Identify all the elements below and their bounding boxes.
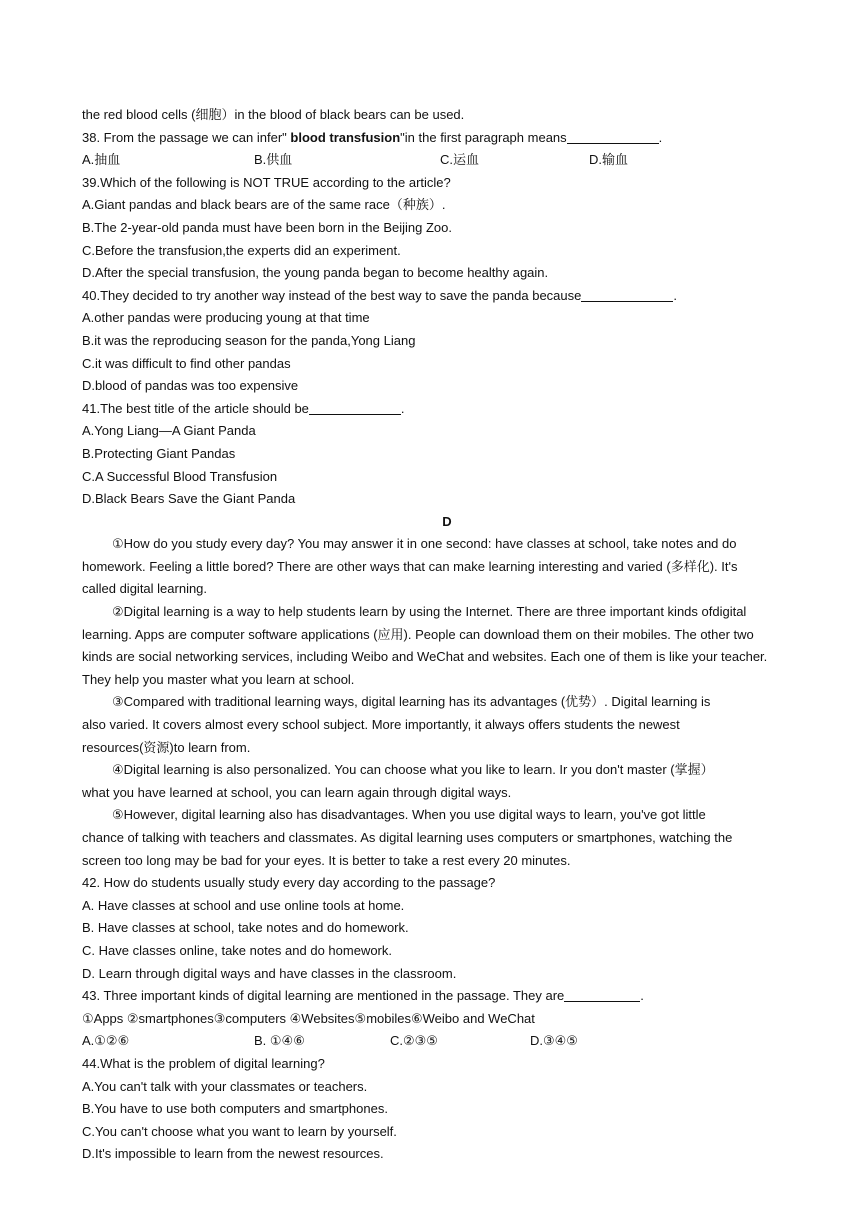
paragraph-5 xyxy=(82,804,812,872)
question-42-stem: 42. How do students usually study every day according to the passage? xyxy=(82,875,496,891)
q41-stem-text: 41.The best title of the article should be xyxy=(82,400,309,416)
question-43-stem xyxy=(82,985,812,1008)
paragraph-line: ②Digital learning is a way to help students learn by using the Internet. There are three important kinds ofdigital xyxy=(112,604,747,620)
q41-option-d: D.Black Bears Save the Giant Panda xyxy=(82,491,296,507)
q39-option-d: D.After the special transfusion, the young panda began to become healthy again. xyxy=(82,265,549,281)
question-43-options xyxy=(82,1030,812,1053)
q43-items: ①Apps ②smartphones③computers ④Websites⑤mobiles⑥Weibo and WeChat xyxy=(82,1010,535,1026)
paragraph-3 xyxy=(82,691,812,759)
q43-stem-end: . xyxy=(640,988,644,1004)
paragraph-2 xyxy=(82,601,812,691)
paragraph-line: resources(资源)to learn from. xyxy=(82,739,251,755)
q41-stem-end: . xyxy=(400,400,405,416)
paragraph-4 xyxy=(82,759,812,804)
paragraph-line: also varied. It covers almost every school subject. More importantly, it always offers students the newest xyxy=(82,717,680,733)
q43-option-b: B. ①④⑥ xyxy=(254,1033,305,1049)
paragraph-line: ④Digital learning is also personalized. You can choose what you like to learn. Ir you don't master (掌握） xyxy=(112,762,714,778)
paragraph-line: homework. Feeling a little bored? There are other ways that can make learning interesting and varied (多样化). It's xyxy=(82,558,738,574)
paragraph-line: ⑤However, digital learning also has disadvantages. When you use digital ways to learn, you've got little xyxy=(112,807,706,823)
paragraph-line: learning. Apps are computer software applications (应用). People can download them on their mobiles. The other two xyxy=(82,626,754,642)
question-44-stem: 44.What is the problem of digital learning? xyxy=(82,1055,325,1071)
question-40-stem xyxy=(82,285,812,308)
q41-option-b: B.Protecting Giant Pandas xyxy=(82,445,236,461)
q40-option-c: C.it was difficult to find other pandas xyxy=(82,355,291,371)
q42-option-d: D. Learn through digital ways and have classes in the classroom. xyxy=(82,965,457,981)
q43-stem-text: 43. Three important kinds of digital learning are mentioned in the passage. They are xyxy=(82,988,565,1004)
q38-stem-end: . xyxy=(658,129,663,145)
answer-blank xyxy=(564,987,640,1002)
q40-option-b: B.it was the reproducing season for the panda,Yong Liang xyxy=(82,332,416,348)
answer-blank xyxy=(309,400,401,415)
q43-option-a: A.①②⑥ xyxy=(82,1033,130,1049)
question-39-stem: 39.Which of the following is NOT TRUE according to the article? xyxy=(82,174,451,190)
paragraph-line: what you have learned at school, you can learn again through digital ways. xyxy=(82,784,512,800)
q43-option-c: C.②③⑤ xyxy=(390,1033,438,1049)
question-38-stem xyxy=(82,127,812,150)
q39-option-b: B.The 2-year-old panda must have been born in the Beijing Zoo. xyxy=(82,219,453,235)
question-38-options xyxy=(82,149,812,172)
section-title: D xyxy=(442,513,452,529)
paragraph-line: ③Compared with traditional learning ways, digital learning has its advantages (优势）. Digital learning is xyxy=(112,694,711,710)
paragraph-line: screen too long may be bad for your eyes. It is better to take a rest every 20 minutes. xyxy=(82,852,571,868)
paragraph-line: ①How do you study every day? You may answer it in one second: have classes at school, take notes and do xyxy=(112,536,737,552)
q38-stem-pre: 38. From the passage we can infer" xyxy=(82,129,291,145)
answer-blank xyxy=(581,287,673,302)
q39-option-a: A.Giant pandas and black bears are of the same race（种族）. xyxy=(82,197,446,213)
q38-option-b: B.供血 xyxy=(254,152,293,168)
q42-option-c: C. Have classes online, take notes and do homework. xyxy=(82,942,393,958)
q44-option-d: D.It's impossible to learn from the newest resources. xyxy=(82,1146,384,1162)
q38-stem-bold: blood transfusion xyxy=(290,129,401,145)
q44-option-c: C.You can't choose what you want to learn by yourself. xyxy=(82,1123,397,1139)
q38-option-c: C.运血 xyxy=(440,152,480,168)
q44-option-b: B.You have to use both computers and smartphones. xyxy=(82,1101,388,1117)
intro-line: the red blood cells (细胞）in the blood of black bears can be used. xyxy=(82,107,465,122)
q40-option-d: D.blood of pandas was too expensive xyxy=(82,378,299,394)
paragraph-line: chance of talking with teachers and classmates. As digital learning uses computers or smartphones, watching the xyxy=(82,830,733,845)
q41-option-c: C.A Successful Blood Transfusion xyxy=(82,468,278,484)
q43-option-d: D.③④⑤ xyxy=(530,1033,578,1049)
q44-option-a: A.You can't talk with your classmates or teachers. xyxy=(82,1078,368,1094)
q41-option-a: A.Yong Liang—A Giant Panda xyxy=(82,423,256,439)
q38-stem-post: "in the first paragraph means xyxy=(400,129,567,145)
q38-option-a: A.抽血 xyxy=(82,152,121,168)
q40-stem-text: 40.They decided to try another way instead of the best way to save the panda because xyxy=(82,287,582,303)
q38-option-d: D.输血 xyxy=(589,152,629,168)
paragraph-line: kinds are social networking services, including Weibo and WeChat and websites. Each one of them is like your teacher. xyxy=(82,649,768,665)
answer-blank xyxy=(567,129,659,144)
paragraph-line: called digital learning. xyxy=(82,581,208,597)
q42-option-b: B. Have classes at school, take notes and do homework. xyxy=(82,920,409,936)
q42-option-a: A. Have classes at school and use online tools at home. xyxy=(82,897,405,913)
q40-stem-end: . xyxy=(673,287,678,303)
paragraph-1 xyxy=(82,533,812,601)
question-41-stem xyxy=(82,398,812,421)
q39-option-c: C.Before the transfusion,the experts did an experiment. xyxy=(82,242,401,258)
q40-option-a: A.other pandas were producing young at that time xyxy=(82,310,370,326)
paragraph-line: They help you master what you learn at school. xyxy=(82,671,355,687)
document-page xyxy=(82,104,812,1166)
